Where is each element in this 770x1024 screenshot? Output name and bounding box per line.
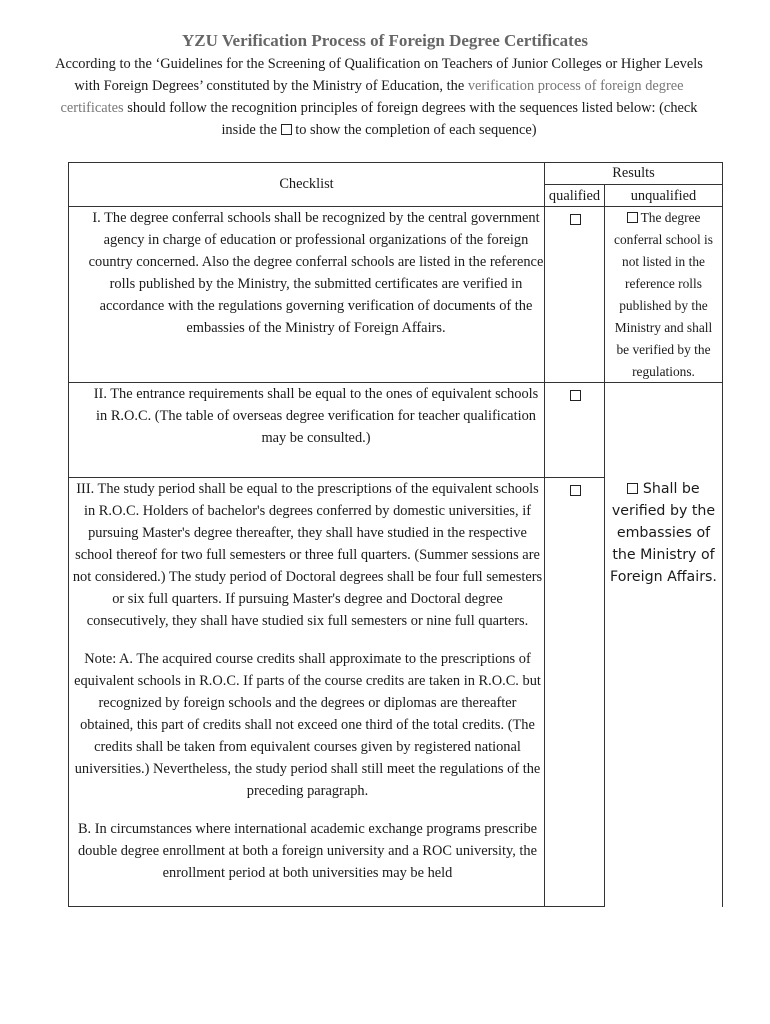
intro-text-1: According to the ‘Guidelines for the Screening of Qualification on Teachers of Junior Colleges or Higher Levels with Foreign Degrees’ constituted by the Ministry of Education, the	[55, 56, 703, 94]
results-header: Results	[612, 165, 655, 181]
intro-text-2: should follow the recognition principles of foreign degrees with the sequences listed below: (check inside the	[123, 100, 698, 138]
checklist-item-3-text: III. The study period shall be equal to the prescriptions of the equivalent schools in R.O.C. Holders of bachelor's degrees conferred by domestic universities, if pursuing Master's degree thereafter, they shall have studied in the respective school thereof for two full semesters or three full quarters. (Summer sessions are not considered.) The study period of Doctoral degrees shall be four full semesters or six full quarters. If pursuing Master's degree and Doctoral degree consecutively, they shall have studied six full semesters or nine full quarters.	[72, 481, 543, 629]
checklist-note-b: B. In circumstances where international academic exchange programs prescribe double degree enrollment at both a foreign university and a ROC university, the enrollment period at both universities may be held	[77, 821, 538, 881]
unqualified-header: unqualified	[630, 188, 697, 204]
row2-qualified-checkbox[interactable]	[570, 390, 581, 401]
row1-unqualified-note: The degree conferral school is not listed in the reference rolls published by the Ministry and shall be verified by the regulations.	[614, 210, 713, 379]
intro-highlight: verification process of foreign degree certificates	[60, 78, 684, 116]
row1-unqualified-checkbox[interactable]	[627, 212, 638, 223]
row1-qualified-checkbox[interactable]	[570, 214, 581, 225]
table-bottom-line	[68, 906, 605, 907]
table-left-border	[68, 162, 69, 907]
qualified-header: qualified	[548, 188, 601, 204]
embassy-note: Shall be verified by the embassies of the Ministry of Foreign Affairs.	[610, 481, 717, 585]
intro-text-3: to show the completion of each sequence)	[291, 122, 537, 138]
checklist-item-2: II. The entrance requirements shall be equal to the ones of equivalent schools in R.O.C. (The table of overseas degree verification for teacher qualification may be consulted.)	[93, 386, 539, 446]
row3-qualified-checkbox[interactable]	[570, 485, 581, 496]
page-title: YZU Verification Process of Foreign Degree Certificates	[182, 31, 588, 50]
checklist-item-1: I. The degree conferral schools shall be recognized by the central government agency in charge of education or professional organizations of the foreign country concerned. Also the degree conferral schools are listed in the reference rolls published by the Ministry, the submitted certificates are verified in accordance with the regulations governing verification of documents of the embassies of the Ministry of Foreign Affairs.	[88, 210, 544, 336]
embassy-checkbox[interactable]	[627, 483, 638, 494]
row1-unqualified-cell	[607, 207, 720, 383]
checklist-note-a: Note: A. The acquired course credits shall approximate to the prescriptions of equivalent schools in R.O.C. If parts of the course credits are taken in R.O.C. but recognized by foreign schools and the degrees or diplomas are thereafter obtained, this part of credits shall not exceed one third of the total credits. (The credits shall be taken from equivalent courses given by registered national universities.) Nevertheless, the study period shall still meet the regulations of the preceding paragraph.	[74, 651, 541, 799]
checkbox-icon	[281, 124, 292, 135]
embassy-verification-cell	[605, 478, 722, 588]
intro-paragraph	[44, 53, 714, 141]
table-right-border	[722, 162, 723, 907]
checklist-right-border	[544, 162, 545, 907]
checklist-item-3	[72, 478, 543, 884]
checklist-header: Checklist	[279, 176, 334, 192]
